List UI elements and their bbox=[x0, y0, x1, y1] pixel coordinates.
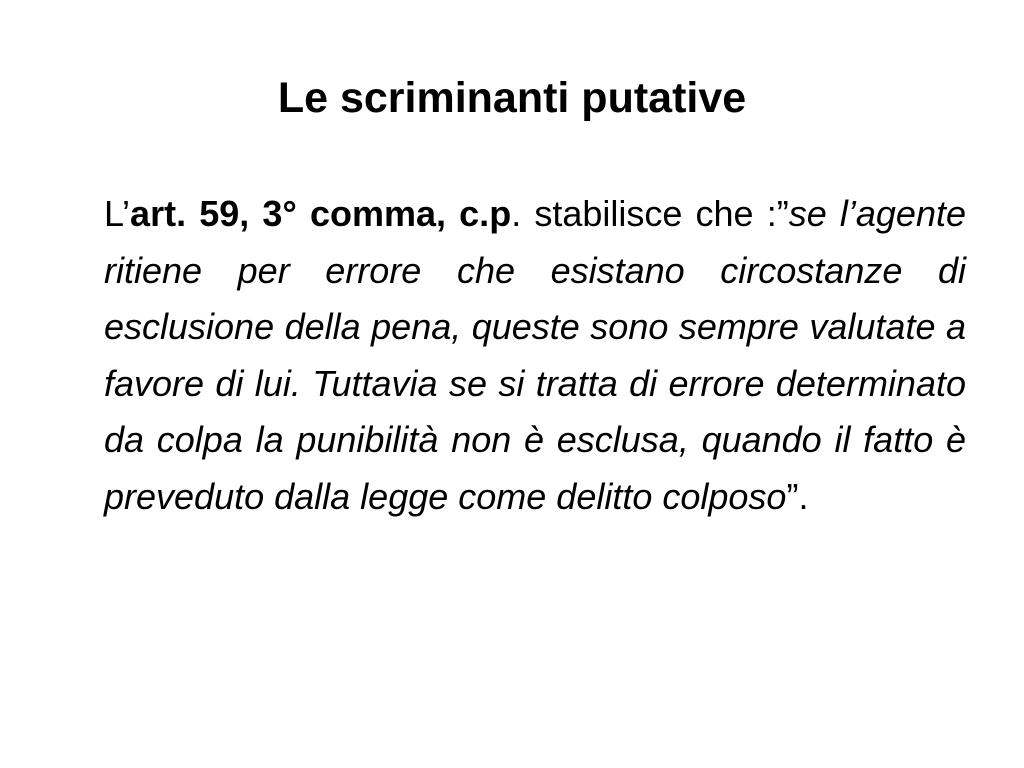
paragraph-closing: ”. bbox=[786, 475, 809, 517]
article-reference: art. 59, 3° comma, c.p bbox=[130, 193, 512, 234]
article-quote: se l’agente ritiene per errore che esistano circostanze di esclusione della pena, queste sono sempre valutate a favore di lui. Tuttavia se si tratta di errore determinato da colpa la punibilità non è esclusa, quando il fatto è preveduto dalla legge come delitto colposo bbox=[104, 193, 966, 517]
slide-title: Le scriminanti putative bbox=[277, 74, 747, 122]
slide-body-paragraph bbox=[104, 186, 966, 525]
paragraph-lead-in: . stabilisce che :” bbox=[511, 193, 789, 234]
paragraph-prefix: L’ bbox=[104, 193, 131, 234]
